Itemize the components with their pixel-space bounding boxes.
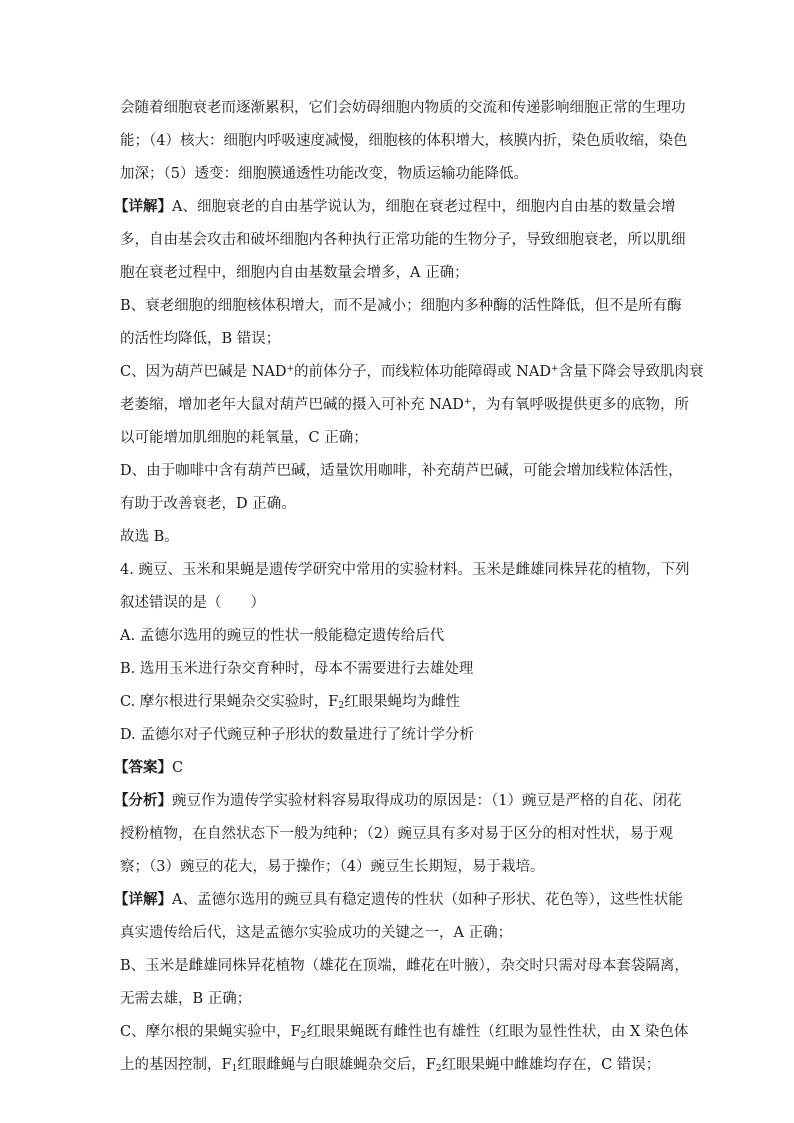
section-tag-answer: 【答案】: [114, 759, 172, 776]
text-line: C、因为葫芦巴碱是 NAD+的前体分子，而线粒体功能障碍或 NAD+含量下降会导致肌肉衰: [120, 364, 704, 380]
answer-line: 【答案】C: [114, 759, 184, 776]
question-stem: 4. 豌豆、玉米和果蝇是遗传学研究中常用的实验材料。玉米是雌雄同株异花的植物，下列: [120, 562, 690, 578]
text-line: 【分析】豌豆作为遗传学实验材料容易取得成功的原因是：（1）豌豆是严格的自花、闭花: [114, 792, 682, 809]
option-d: D. 孟德尔对子代豌豆种子形状的数量进行了统计学分析: [120, 727, 474, 743]
text-line: 无需去雄，B 正确；: [120, 991, 252, 1007]
text-line: 故选 B。: [120, 529, 179, 545]
section-tag-analysis: 【分析】: [114, 792, 172, 809]
text-line: B、衰老细胞的细胞核体积增大，而不是减小；细胞内多种酶的活性降低，但不是所有酶: [120, 298, 682, 314]
text-line: B、玉米是雌雄同株异花植物（雄花在顶端，雌花在叶腋），杂交时只需对母本套袋隔离，: [120, 958, 689, 974]
text-line: 察；（3）豌豆的花大，易于操作；（4）豌豆生长期短，易于栽培。: [120, 859, 545, 875]
question-stem: 叙述错误的是（ ）: [120, 595, 265, 611]
option-c: C. 摩尔根进行果蝇杂交实验时，$F_2$红眼果蝇均为雌性: [120, 694, 461, 711]
text-line: 以可能增加肌细胞的耗氧量，C 正确；: [120, 430, 368, 446]
text-line: 多，自由基会攻击和破坏细胞内各种执行正常功能的生物分子，导致细胞衰老，所以肌细: [120, 232, 686, 248]
text-line: 授粉植物，在自然状态下一般为纯种；（2）豌豆具有多对易于区分的相对性状，易于观: [120, 826, 673, 842]
section-tag-detail: 【详解】: [114, 198, 172, 215]
text-line: 有助于改善衰老，D 正确。: [120, 496, 296, 512]
text-line: 【详解】A、孟德尔选用的豌豆具有稳定遗传的性状（如种子形状、花色等），这些性状能: [114, 891, 683, 908]
text-line: 【详解】A、细胞衰老的自由基学说认为，细胞在衰老过程中，细胞内自由基的数量会增: [114, 198, 676, 215]
text-line: C、摩尔根的果蝇实验中，$F_2$红眼果蝇既有雌性也有雄性（红眼为显性性状，由 X 染色体: [120, 1024, 689, 1041]
text-line: D、由于咖啡中含有葫芦巴碱，适量饮用咖啡，补充葫芦巴碱，可能会增加线粒体活性，: [120, 463, 683, 479]
text-line: 老萎缩，增加老年大鼠对葫芦巴碱的摄入可补充 NAD+，为有氧呼吸提供更多的底物，所: [120, 397, 689, 413]
text-line: 能；（4）核大：细胞内呼吸速度减慢，细胞核的体积增大，核膜内折，染色质收缩，染色: [120, 133, 688, 149]
option-a: A. 孟德尔选用的豌豆的性状一般能稳定遗传给后代: [120, 628, 445, 644]
text-line: 的活性均降低，B 错误；: [120, 331, 281, 347]
text-line: 上的基因控制，$F_1$红眼雌蝇与白眼雄蝇杂交后，$F_2$红眼果蝇中雌雄均存在，C 错误；: [120, 1057, 661, 1074]
text-line: 会随着细胞衰老而逐渐累积，它们会妨碍细胞内物质的交流和传递影响细胞正常的生理功: [120, 100, 686, 116]
text-line: 真实遗传给后代，这是孟德尔实验成功的关键之一，A 正确；: [120, 925, 513, 941]
text-line: 胞在衰老过程中，细胞内自由基数量会增多，A 正确；: [120, 265, 469, 281]
option-b: B. 选用玉米进行杂交育种时，母本不需要进行去雄处理: [120, 661, 474, 677]
section-tag-detail: 【详解】: [114, 891, 172, 908]
text-line: 加深；（5）透变：细胞膜通透性功能改变，物质运输功能降低。: [120, 166, 528, 182]
